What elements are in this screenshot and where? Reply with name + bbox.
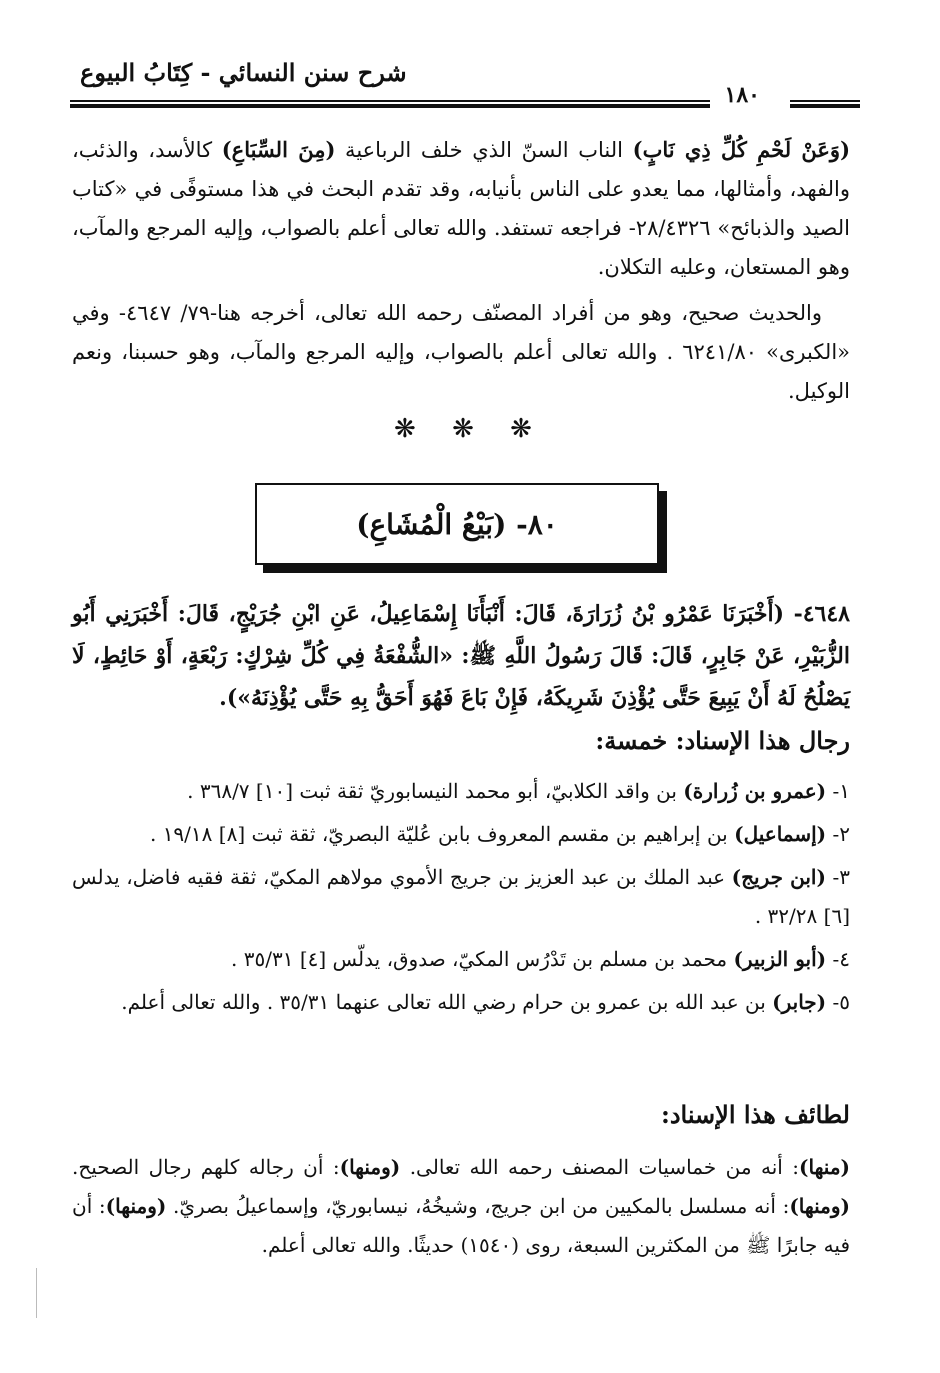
narrator-desc: بن إبراهيم بن مقسم المعروف بابن عُليّة البصريّ، ثقة ثبت [٨] ١٩/١٨ . <box>149 822 735 846</box>
narrator-name: (إسماعيل) <box>734 822 827 846</box>
commentary-text: كالأسد، والذئب، والفهد، وأمثالها، مما يعدو على الناس بأنيابه، وقد تقدم البحث في هذا مستوفًى في «كتاب الصيد والذبائح» ٢٨/٤٣٢٦- فراجعه تستفد. والله تعالى أعلم بالصواب، وإليه المرجع والمآب، وهو المستعان، وعليه التكلان. <box>72 138 850 279</box>
narrator-name: (ابن جريج) <box>731 865 826 889</box>
narrator-item <box>72 772 850 811</box>
lataif-text: : أنه من خماسيات المصنف رحمه الله تعالى. <box>400 1155 800 1179</box>
lataif-marker: (ومنها) <box>105 1194 167 1218</box>
narrator-desc: عبد الملك بن عبد العزيز بن جريج الأموي مولاهم المكيّ، ثقة فقيه فاضل، يدلس [٦] ٣٢/٢٨ . <box>72 865 850 928</box>
page-header <box>70 58 860 110</box>
lataif-text: : أنه مسلسل بالمكيين من ابن جريج، وشيخُهُ، نيسابوريّ، وإسماعيلُ بصريّ. <box>166 1194 790 1218</box>
scan-margin-line <box>36 1268 37 1318</box>
narrator-desc: محمد بن مسلم بن تَدْرُس المكيّ، صدوق، يدلّس [٤] ٣٥/٣١ . <box>231 947 734 971</box>
narrator-name: (أبو الزبير) <box>733 947 827 971</box>
lataif-text: : أن رجاله كلهم رجال الصحيح. <box>72 1155 340 1179</box>
narrator-number: ٣- <box>832 865 850 889</box>
narrator-number: ٤- <box>832 947 850 971</box>
narrators-list <box>72 772 850 1026</box>
separator-stars: ❋ ❋ ❋ <box>394 414 546 444</box>
lataif-marker: (منها) <box>799 1155 851 1179</box>
lataif-heading: لطائف هذا الإسناد: <box>660 1100 850 1129</box>
running-title: شرح سنن النسائي - كِتَابُ البيوع <box>80 58 407 87</box>
commentary-term: (مِنَ السِّبَاعِ) <box>221 137 336 162</box>
commentary-paragraph-1 <box>72 130 850 287</box>
lataif-marker: (ومنها) <box>339 1155 401 1179</box>
narrator-item <box>72 940 850 979</box>
narrator-number: ٢- <box>832 822 850 846</box>
commentary-term: (وَعَنْ لَحْمِ كُلِّ ذِي نَابٍ) <box>632 137 851 162</box>
narrators-heading: رجال هذا الإسناد: خمسة: <box>595 726 850 755</box>
commentary-text: الناب السنّ الذي خلف الرباعية <box>335 138 633 162</box>
narrator-number: ٥- <box>832 990 850 1014</box>
chapter-title: ٨٠- (بَيْعُ الْمُشَاعِ) <box>356 507 558 541</box>
lataif-paragraph <box>72 1148 850 1265</box>
commentary-paragraph-2: والحديث صحيح، وهو من أفراد المصنّف رحمه الله تعالى، أخرجه هنا-٧٩/ ٤٦٤٧- وفي «الكبرى» ٦٢٤١/٨٠ . والله تعالى أعلم بالصواب، وإليه المرجع والمآب، وهو حسبنا، ونعم الوكيل. <box>72 301 850 403</box>
narrator-item <box>72 983 850 1022</box>
narrator-desc: بن عبد الله بن عمرو بن حرام رضي الله تعالى عنهما ٣٥/٣١ . والله تعالى أعلم. <box>121 990 773 1014</box>
narrator-name: (جابر) <box>772 990 827 1014</box>
hadith-text: ٤٦٤٨- (أَخْبَرَنَا عَمْرُو بْنُ زُرَارَةَ، قَالَ: أَنْبَأَنَا إِسْمَاعِيلُ، عَنِ ابْنِ جُرَيْجٍ، قَالَ: أَخْبَرَنِي أَبُو الزُّبَيْرِ، عَنْ جَابِرٍ، قَالَ: قَالَ رَسُولُ اللَّهِ ﷺ: «الشُّفْعَةُ فِي كُلِّ شِرْكٍ: رَبْعَةٍ، أَوْ حَائِطٍ، لَا يَصْلُحُ لَهُ أَنْ يَبِيعَ حَتَّى يُؤْذِنَ شَرِيكَهُ، فَإِنْ بَاعَ فَهُوَ أَحَقُّ بِهِ حَتَّى يُؤْذِنَهُ»). <box>72 601 850 711</box>
page-number: ١٨٠ <box>724 82 760 108</box>
narrator-number: ١- <box>832 779 850 803</box>
header-rule-short <box>790 100 860 108</box>
lataif-marker: (ومنها) <box>789 1194 850 1218</box>
header-rule <box>70 100 710 108</box>
narrator-desc: بن واقد الكلابيّ، أبو محمد النيسابوريّ ثقة ثبت [١٠] ٣٦٨/٧ . <box>187 779 684 803</box>
lataif-text: : أن فيه جابرًا ﷺ من المكثرين السبعة، روى (١٥٤٠) حديثًا. والله تعالى أعلم. <box>72 1194 850 1257</box>
narrator-item <box>72 815 850 854</box>
narrator-name: (عمرو بن زُرارة) <box>683 779 827 803</box>
narrator-item <box>72 858 850 936</box>
chapter-title-box <box>255 483 659 565</box>
